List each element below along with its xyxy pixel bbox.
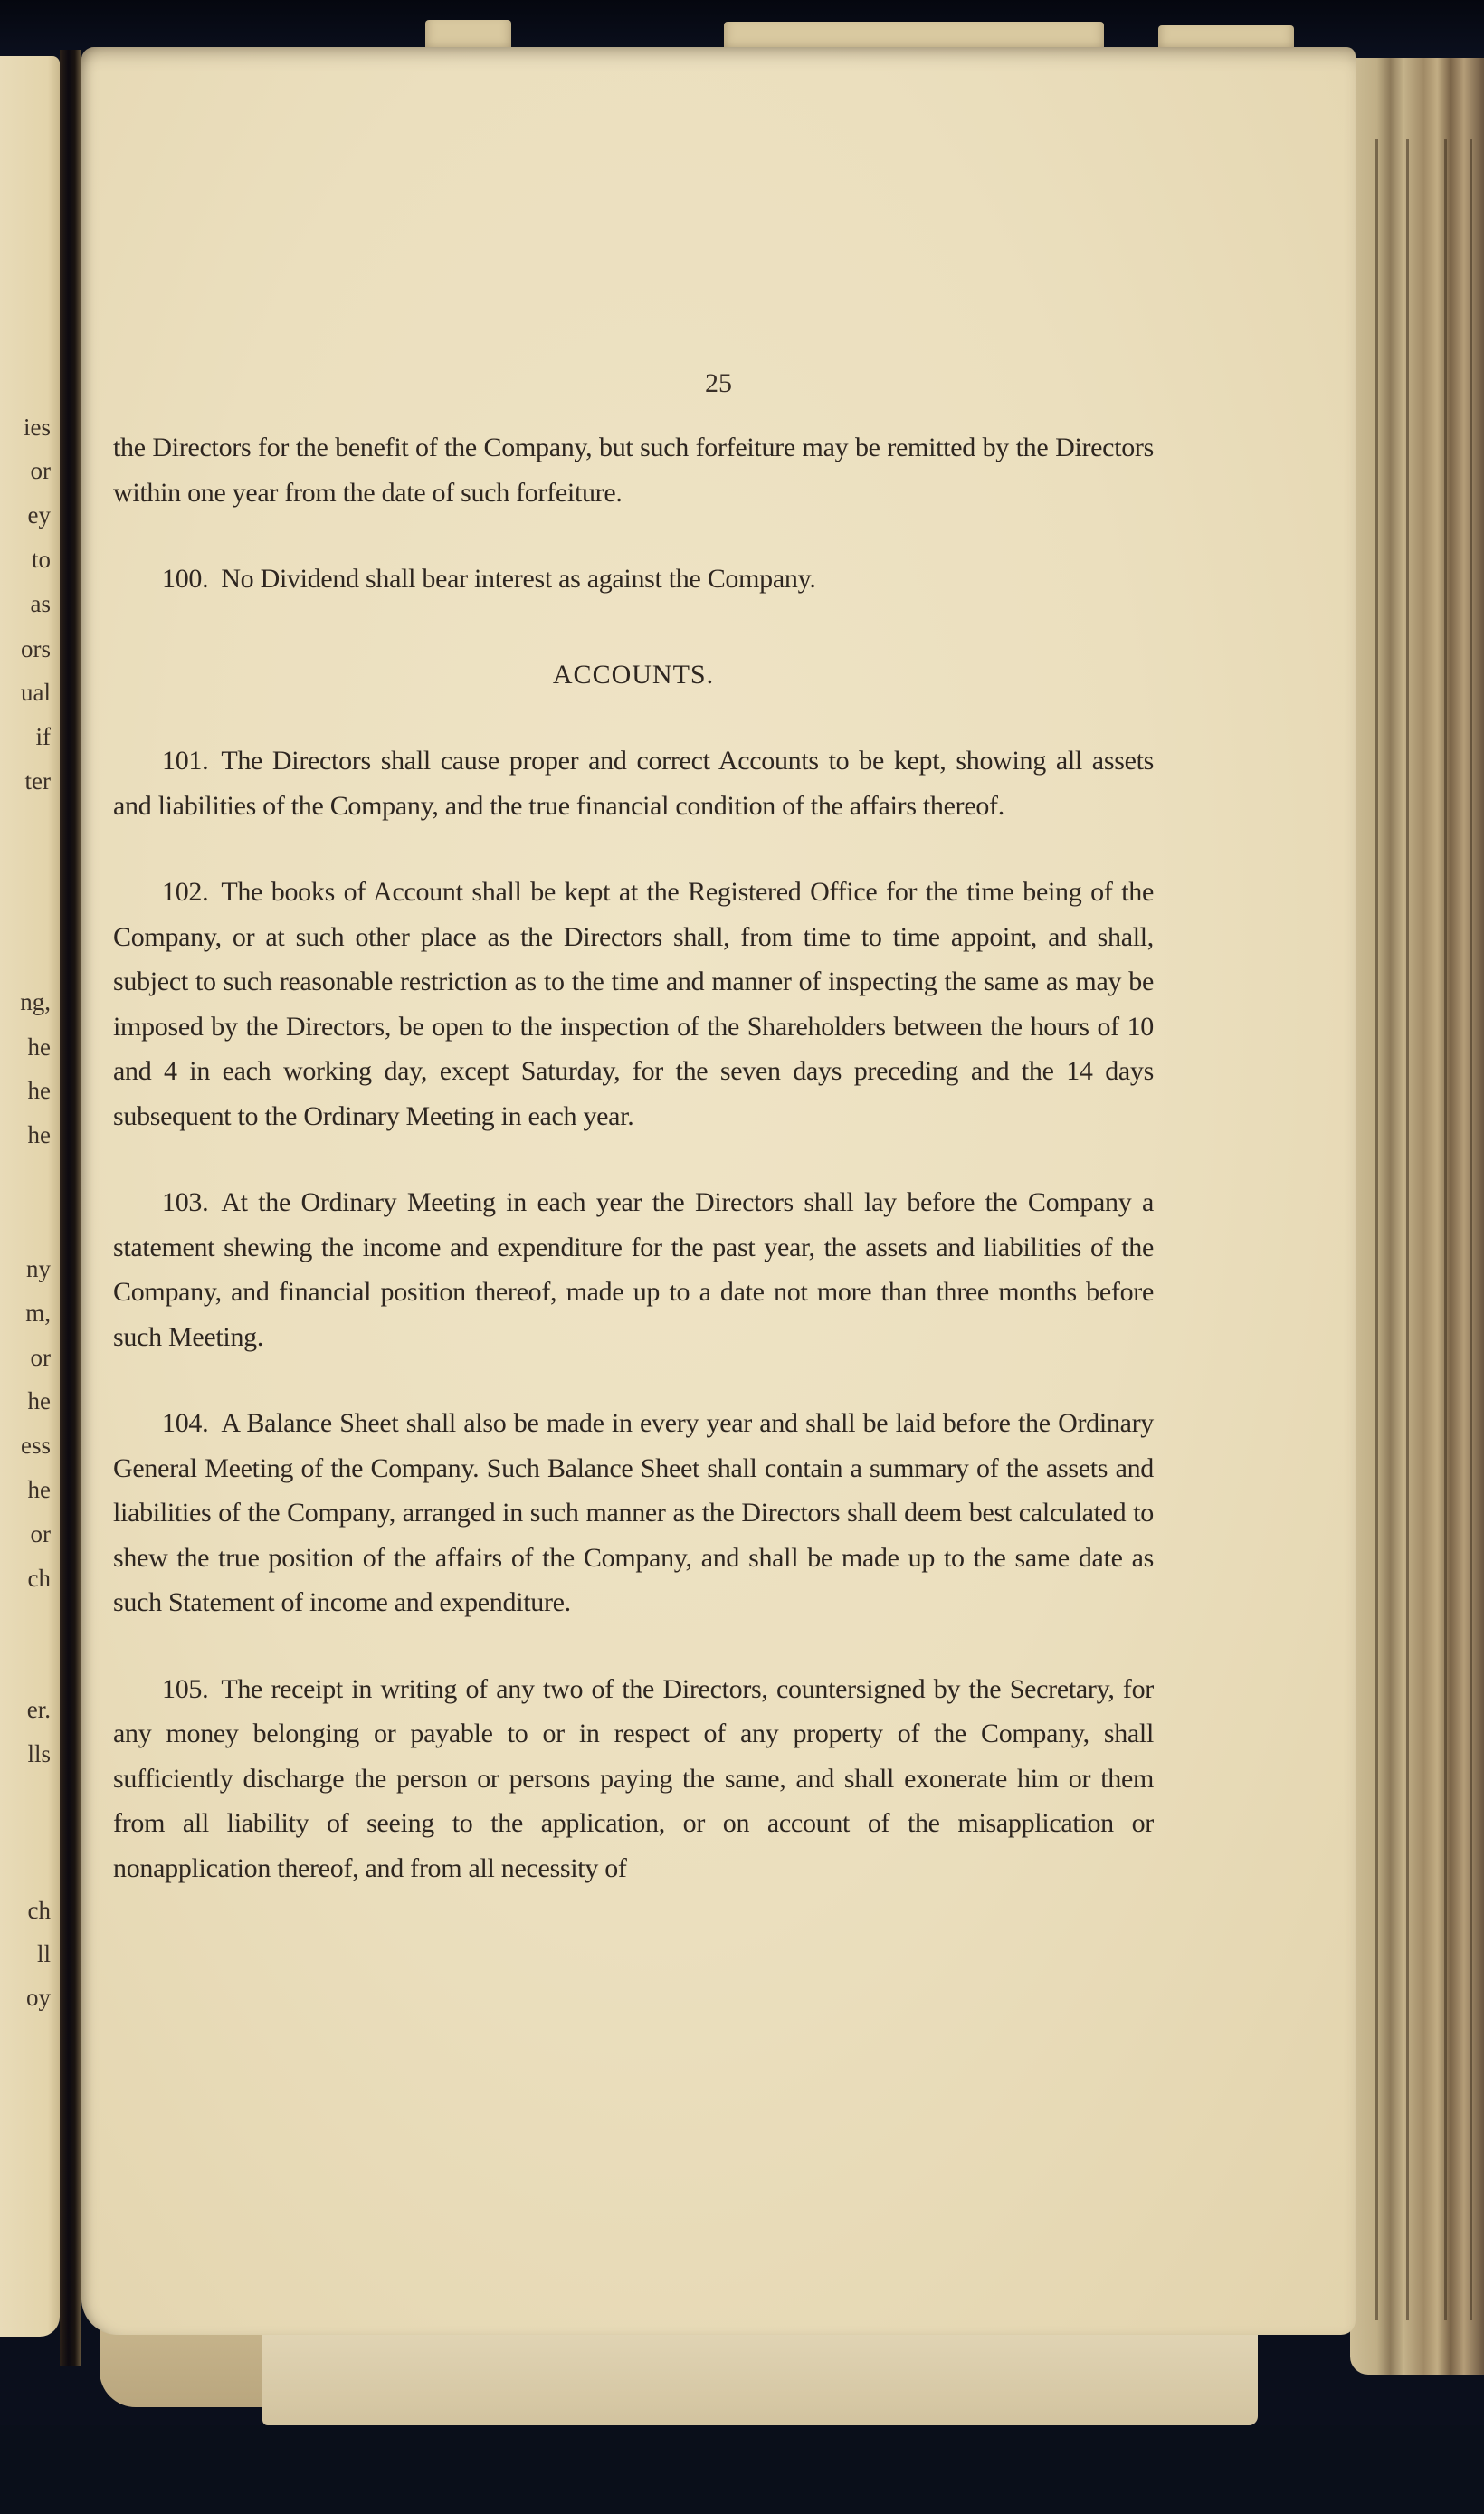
facing-page-fragment: he [27,1476,51,1503]
paragraph-105 [113,1667,1154,1891]
facing-page-fragment: ch [27,1897,51,1924]
facing-page-fragment: he [27,1121,51,1148]
dark-background-bottom [0,2425,1484,2514]
paragraph-text: The Directors shall cause proper and correct Accounts to be kept, showing all assets and liabilities of the Company, and the true financial condition of the affairs thereof. [113,746,1154,821]
paragraph-number: 103. [162,1187,209,1217]
paragraph-number: 101. [162,746,209,776]
facing-page-fragment: or [30,457,51,484]
facing-page-fragment: ng, [20,988,51,1015]
facing-page-fragment: ey [27,501,51,529]
facing-page-fragment: or [30,1344,51,1371]
facing-page-fragment: to [31,546,51,573]
facing-page-fragment: ies [24,414,51,441]
facing-page-fragment: ll [36,1940,51,1967]
facing-page-fragment: ter [24,767,51,795]
facing-page-fragment: ors [21,635,51,662]
paragraph-102 [113,870,1154,1138]
page-stack-edge [1350,58,1484,2375]
facing-page-fragment: or [30,1520,51,1547]
paragraph-text: No Dividend shall bear interest as against the Company. [221,564,816,594]
facing-page-edge [0,56,60,2337]
facing-page-fragment: he [27,1387,51,1414]
facing-page-fragment: er. [26,1696,51,1723]
facing-page-fragment: lls [27,1740,51,1767]
facing-page-fragment: he [27,1077,51,1104]
facing-page-fragment: he [27,1033,51,1061]
facing-page-fragment: ch [27,1565,51,1592]
facing-page-fragment: ess [21,1432,51,1459]
facing-page-fragment: oy [26,1984,51,2011]
paragraph-number: 100. [162,564,209,594]
facing-page-fragment: ny [26,1255,51,1282]
paragraph-number: 102. [162,877,209,907]
section-heading: ACCOUNTS. [552,659,715,690]
paragraph-101 [113,738,1154,828]
paragraph-number: 104. [162,1408,209,1438]
paragraph-text: The books of Account shall be kept at the Registered Office for the time being of the Company, or at such other place as the Directors shall, from time to time appoint, and shall, subject to such reasonable restriction as to the time and manner of inspecting the same as may be imposed by the Directors, be open to the inspection of the Shareholders between the hours of 10 and 4 in each working day, except Saturday, for the seven days preceding and the 14 days subsequent to the Ordinary Meeting in each year. [113,877,1154,1131]
facing-page-fragment: if [35,723,51,750]
paragraph-number: 105. [162,1673,209,1704]
page-number: 25 [705,368,732,398]
paragraph-text: The receipt in writing of any two of the Directors, countersigned by the Secretary, for any money belonging or payable to or in respect of any property of the Company, shall sufficiently discharge the person or persons paying the same, and shall exonerate him or them from all liability of seeing to the application, or on account of the misapplication or nonapplication thereof, and from all necessity of [113,1673,1154,1883]
page-body [113,317,1154,1890]
paragraph-103 [113,1180,1154,1359]
paragraph-104 [113,1401,1154,1625]
paragraph-text: A Balance Sheet shall also be made in every year and shall be laid before the Ordinary General Meeting of the Company. Such Balance Sheet shall contain a summary of the assets and liabilities of the Company, arranged in such manner as the Directors shall deem best calculated to shew the true position of the affairs of the Company, and shall be made up to the same date as such Statement of income and expenditure. [113,1408,1154,1617]
facing-page-fragment: m, [25,1300,51,1327]
continuation-paragraph: the Directors for the benefit of the Company, but such forfeiture may be remitted by the Directors within one year from the date of such forfeiture. [113,433,1154,508]
paragraph-100 [113,557,1154,602]
facing-page-fragment: ual [21,679,51,706]
facing-page-fragment: as [30,590,51,617]
book-gutter [60,50,81,2366]
paragraph-text: At the Ordinary Meeting in each year the Directors shall lay before the Company a statement shewing the income and expenditure for the past year, the assets and liabilities of the Company, and financial position thereof, made up to a date not more than three months before such Meeting. [113,1187,1154,1352]
